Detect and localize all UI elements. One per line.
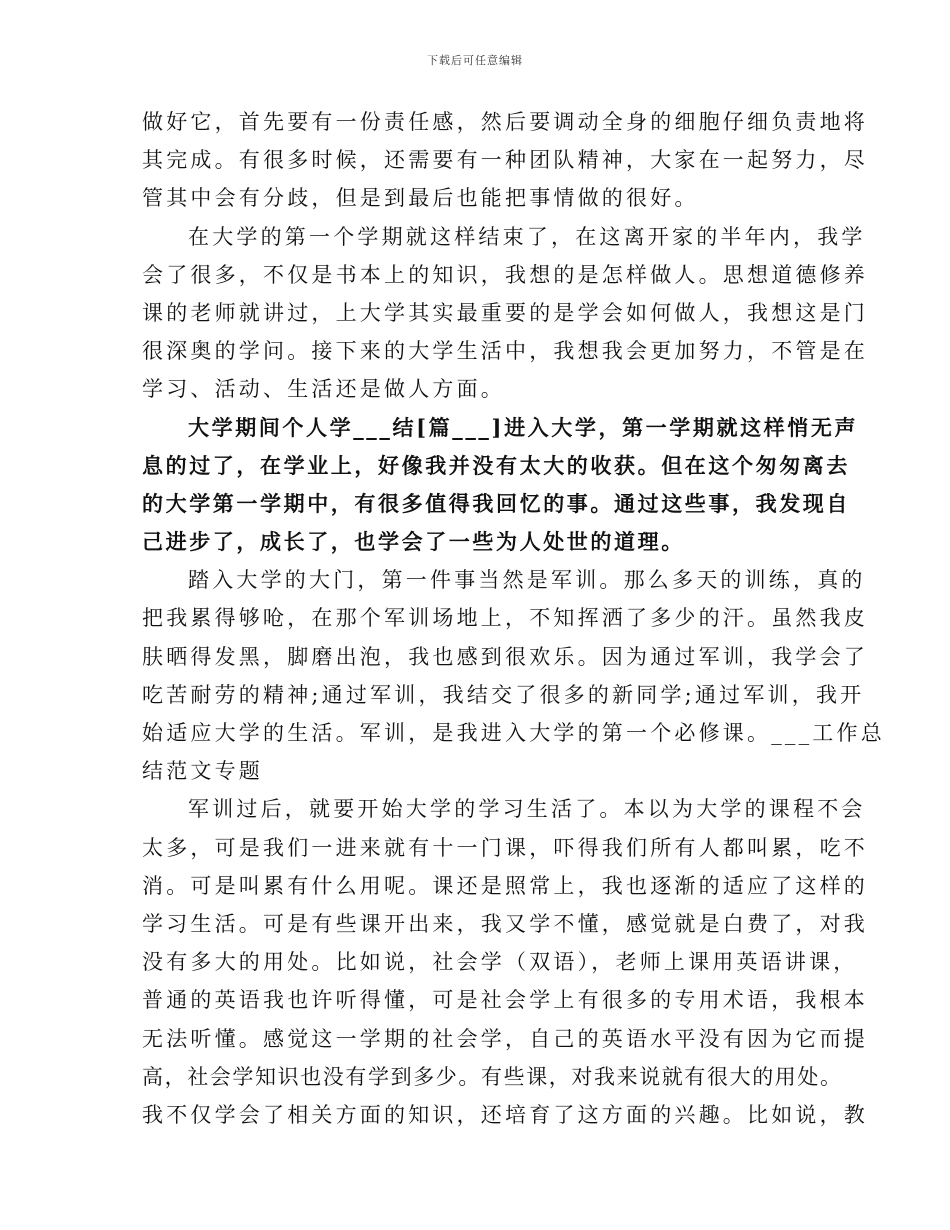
- paragraph-start-line: 在大学的第一个学期就这样结束了，在这离开家的半年内，我学: [188, 224, 866, 249]
- body-line: 太多，可是我们一进来就有十一门课，吓得我们所有人都叫累，吃不: [142, 835, 868, 860]
- document-body: [142, 103, 885, 1134]
- body-line: 管其中会有分歧，但是到最后也能把事情做的很好。: [142, 186, 699, 211]
- body-line: 始适应大学的生活。军训，是我进入大学的第一个必修课。___工作总: [142, 721, 885, 745]
- body-line: 无法听懂。感觉这一学期的社会学，自己的英语水平没有因为它而提: [142, 1026, 868, 1051]
- bold-body-line: 的大学第一学期中，有很多值得我回忆的事。通过这些事，我发现自: [142, 490, 850, 516]
- bold-heading-line: 大学期间个人学___结[篇___]进入大学，第一学期就这样悄无声: [188, 414, 859, 440]
- body-line: 消。可是叫累有什么用呢。课还是照常上，我也逐渐的适应了这样的: [142, 873, 868, 898]
- body-line: 把我累得够呛，在那个军训场地上，不知挥洒了多少的汗。虽然我皮: [142, 606, 868, 631]
- page-header: 下载后可任意编辑: [427, 54, 523, 67]
- bold-body-line: 己进步了，成长了，也学会了一些为人处世的道理。: [142, 529, 685, 555]
- body-line: 高，社会学知识也没有学到多少。有些课，对我来说就有很大的用处。: [142, 1064, 843, 1089]
- body-line: 结范文专题: [142, 759, 263, 784]
- bold-body-line: 息的过了，在学业上，好像我并没有太大的收获。但在这个匆匆离去: [142, 452, 850, 478]
- body-line: 会了很多，不仅是书本上的知识，我想的是怎样做人。思想道德修养: [142, 262, 868, 287]
- body-line: 学习生活。可是有些课开出来，我又学不懂，感觉就是白费了，对我: [142, 911, 868, 936]
- paragraph-start-line: 踏入大学的大门，第一件事当然是军训。那么多天的训练，真的: [188, 568, 866, 593]
- body-line: 其完成。有很多时候，还需要有一种团队精神，大家在一起努力，尽: [142, 148, 868, 173]
- body-line: 吃苦耐劳的精神;通过军训，我结交了很多的新同学;通过军训，我开: [142, 682, 865, 707]
- body-line: 我不仅学会了相关方面的知识，还培育了这方面的兴趣。比如说，教: [142, 1102, 868, 1127]
- body-line: 普通的英语我也许听得懂，可是社会学上有很多的专用术语，我根本: [142, 988, 868, 1013]
- body-line: 肤晒得发黑，脚磨出泡，我也感到很欢乐。因为通过军训，我学会了: [142, 644, 868, 669]
- body-line: 没有多大的用处。比如说，社会学（双语），老师上课用英语讲课，: [142, 950, 858, 975]
- body-line: 学习、活动、生活还是做人方面。: [142, 377, 505, 402]
- body-line: 很深奥的学问。接下来的大学生活中，我想我会更加努力，不管是在: [142, 339, 868, 364]
- body-line: 课的老师就讲过，上大学其实最重要的是学会如何做人，我想这是门: [142, 300, 868, 325]
- paragraph-start-line: 军训过后，就要开始大学的学习生活了。本以为大学的课程不会: [188, 797, 866, 822]
- body-line: 做好它，首先要有一份责任感，然后要调动全身的细胞仔细负责地将: [142, 110, 868, 134]
